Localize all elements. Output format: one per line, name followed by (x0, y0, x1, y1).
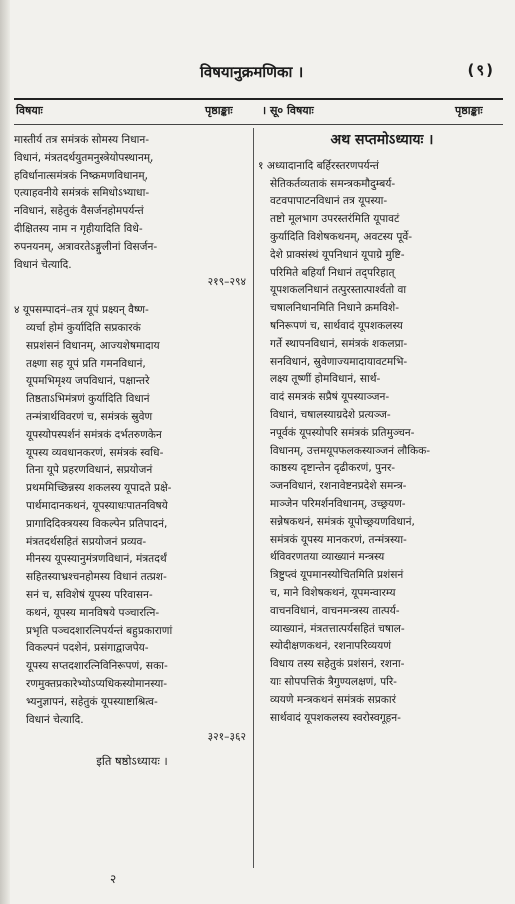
right-column (258, 132, 506, 727)
entry-number: १ (258, 159, 267, 172)
page-title: विषयानुक्रमणिका । (200, 63, 304, 81)
text-line: सार्थवादं यूपशकलस्य स्वरोस्वगूहन- (270, 711, 402, 724)
text-line: तक्ष्णा सह यूपं प्रति गमनविधानं, (26, 357, 146, 370)
text-line: सन्नेषकथनं, समंत्रकं यूपोच्छ्रयणविधानं, (270, 515, 415, 528)
text-line: यूपस्योपस्पर्शनं समंत्रकं दर्भतरुणकेन (26, 428, 162, 441)
text-line: लक्ष्य तूष्णीं होमविधानं, सार्थ- (270, 373, 381, 386)
text-line: समंत्रकं यूपस्य मानकरणं, तन्मंत्रस्या- (270, 533, 407, 546)
text-line: विधानं, चषालस्याग्रदेशे प्रत्यञ्ज- (270, 408, 391, 421)
text-line: परिमिते बहिर्यां निधानं तद्‌परिहात् (270, 266, 395, 279)
left-entry-2-pages: ३२१–३६२ (207, 731, 246, 744)
text-line: च, माने विशेषकथनं, यूपमन्वारम्य (270, 586, 396, 599)
text-line: एत्याहवनीये समंत्रकं समिधोऽभ्याधा- (14, 187, 150, 200)
text-line: मंत्रतदर्थसहितं सप्रयोजनं प्रव्यव- (26, 535, 147, 548)
text-line: सहितस्याभ्रश्चनहोमस्य विधानं तत्प्रश- (26, 571, 167, 584)
text-line: यूपस्य व्यवधानकरणं, समंत्रकं स्वधि- (26, 446, 164, 459)
text-line: सप्रशंसनं विधानम्, आज्यशेषमादाय (26, 339, 160, 352)
text-line: तन्मंत्रार्थविवरणं च, समंत्रकं स्रुवेण (26, 410, 153, 423)
text-span: अध्यादानादि बर्हिरस्तरणपर्यन्तं (266, 159, 379, 172)
text-line: काष्ठस्य दृष्टान्तेन दृढीकरणं, पुनर- (270, 462, 396, 475)
column-divider (253, 128, 254, 868)
text-line: विधानम्, उत्तमयूपफलकस्याञ्जनं लौकिक- (270, 444, 431, 457)
page-binding-edge (0, 0, 10, 904)
text-line: सेतिकर्तव्यताकं समन्त्रकमौदुम्बर्य- (270, 177, 396, 190)
text-line: याः सोपपत्तिकं त्रैगुण्यलक्षणं, परि- (270, 675, 397, 688)
left-entry-block-1 (14, 132, 250, 274)
text-line (14, 302, 250, 320)
text-line: सनं च, सविशेषं यूपस्य परिवासन- (26, 588, 153, 601)
text-line: हविर्धानात्समंत्रकं निष्क्रमणविधानम्, (14, 169, 148, 182)
text-line: मास्तीर्य तत्र समंत्रकं सोमस्य निधान- (14, 134, 150, 146)
footer-page-number: २ (110, 872, 117, 886)
text-line: त्रिष्टुप्त्वं यूपमानस्योचितमिति प्रशंसनं (270, 569, 404, 582)
text-line: व्यर्चा होमं कुर्यादिति सप्रकारकं (26, 321, 141, 334)
text-line: वाचनविधानं, वाचनमन्त्रस्य तात्पर्य- (270, 604, 400, 617)
text-line: प्रागादिदिक्त्रयस्य विकल्पेन प्रतिपादनं, (26, 517, 168, 530)
text-line: रणमुक्तप्रकारेभ्योऽप्यधिकस्योमानस्या- (26, 677, 168, 690)
text-line: भ्यनुज्ञापनं, सहेतुकं यूपस्याष्टाश्रित्व- (26, 695, 158, 708)
text-line: यूपशकलनिधानं तत्पुरस्तात्पार्श्वतो वा (270, 284, 407, 297)
text-line: माञ्जेन परिमर्शनविधानम्, उच्छ्रयण- (270, 497, 406, 510)
right-pages-heading: पृष्ठाङ्काः (455, 104, 483, 117)
left-entry-1-pages: २१९–२९४ (207, 276, 246, 289)
text-line: वटवपापाटनविधानं तत्र यूपस्या- (270, 195, 388, 208)
left-pages-heading: पृष्ठाङ्काः (205, 104, 233, 117)
text-line: चषालनिधानमिति निधाने क्रमविशे- (270, 302, 400, 315)
text-line: रुपनयनम्, अत्रावरतेऽङ्गुलीनां विसर्जन- (14, 240, 158, 253)
text-line: यूपमभिमृश्य जपविधानं, पक्षान्तरे (26, 375, 150, 388)
text-line: पार्थमादानकथनं, यूपस्याधःपातनविषये (26, 499, 168, 512)
text-line: तष्टो मूलभाग उपरस्तरंमिति यूपावटं (270, 213, 400, 226)
text-line: प्रभृति पञ्चदशारत्निपर्यन्तं बहुप्रकाराणां (26, 624, 173, 637)
text-line (258, 158, 506, 176)
text-line: दीक्षितस्य नाम न गृहीयादिति विधे- (14, 222, 143, 235)
text-line: नपूर्वकं यूपस्योपरि समंत्रकं प्रतिमुञ्चन- (270, 426, 415, 439)
text-line: वादं समत्रकं सप्रैषं यूपस्याञ्जन- (270, 391, 390, 404)
text-line: मीनस्य यूपस्यानुमंत्रणविधानं, मंत्रतदर्थं (26, 553, 167, 566)
right-subjects-heading: । सू० विषयाः (262, 104, 314, 117)
text-span: यूपसम्पादनं–तत्र यूपं प्रक्ष्यन् वैष्ण- (22, 304, 149, 317)
text-line: देशे प्राक्संस्थं यूपनिधानं यूपाग्रे मुष्टि- (270, 248, 405, 261)
page-number: (९) (467, 61, 495, 79)
text-line: र्थविवरणतया व्याख्यानं मन्त्रस्य (270, 551, 385, 564)
text-line: विधानं चेत्यादि. (14, 258, 72, 271)
text-line: व्ययणे मन्त्रकथनं समंत्रकं सप्रकारं (270, 693, 396, 706)
chapter-heading: अथ सप्तमोऽध्यायः । (330, 132, 434, 148)
left-column (14, 132, 250, 771)
text-line: कथनं, यूपस्य मानविषये पञ्चारत्नि- (26, 606, 160, 619)
text-line: विकल्पनं पदशेनं, प्रसंगाद्वाजपेय- (26, 642, 149, 655)
page-header (150, 60, 495, 90)
text-line: प्रथममिच्छिन्नस्य शकलस्य यूपादते प्रक्षे- (26, 482, 172, 495)
text-line: विधानं चेत्यादि. (26, 713, 84, 726)
column-heading-rule (14, 124, 503, 125)
text-line: सनविधानं, स्रुवेणाज्यमादायावटमभि- (270, 355, 408, 368)
text-line: गर्ते स्थापनविधानं, समंत्रकं शकलप्रा- (270, 337, 408, 350)
entry-number: ४ (14, 304, 23, 317)
right-entry-block (258, 158, 506, 728)
left-subjects-heading: विषयाः (16, 104, 43, 117)
text-line: ञ्जनविधानं, रशनावेष्टनप्रदेशे समन्त्र- (270, 480, 407, 493)
text-line: कुर्यादिति विशेषकथनम्, अवटस्य पूर्वे- (270, 230, 413, 243)
text-line: यूपस्य सप्तदशारत्निविनिरूपणं, सका- (26, 660, 168, 673)
text-line: स्योदीक्षणकथनं, रशनापरिव्ययणं (270, 640, 391, 653)
text-line: षनिरूपणं च, सार्थवादं यूपशकलस्य (270, 319, 403, 332)
text-line: तिष्ठताऽभिमंत्रणं कुर्यादिति विधानं (26, 393, 150, 406)
chapter-end-text: इति षष्ठोऽध्यायः । (96, 754, 168, 769)
header-rule (14, 98, 503, 100)
text-line: तिना यूपे प्रहरणविधानं, सप्रयोजनं (26, 464, 153, 477)
text-line: विधानं, मंत्रतदर्थयुतमनुस्त्रेयोपस्थानम्, (14, 151, 154, 164)
text-line: विधाय तस्य सहेतुकं प्रशंसनं, रशना- (270, 658, 405, 671)
text-line: नविधानं, सहेतुकं वैसर्जनहोमपर्यन्तं (14, 205, 144, 218)
text-line: व्याख्यानं, मंत्रतत्तात्पर्यसहितं चषाल- (270, 622, 405, 635)
left-entry-block-2 (14, 302, 250, 729)
